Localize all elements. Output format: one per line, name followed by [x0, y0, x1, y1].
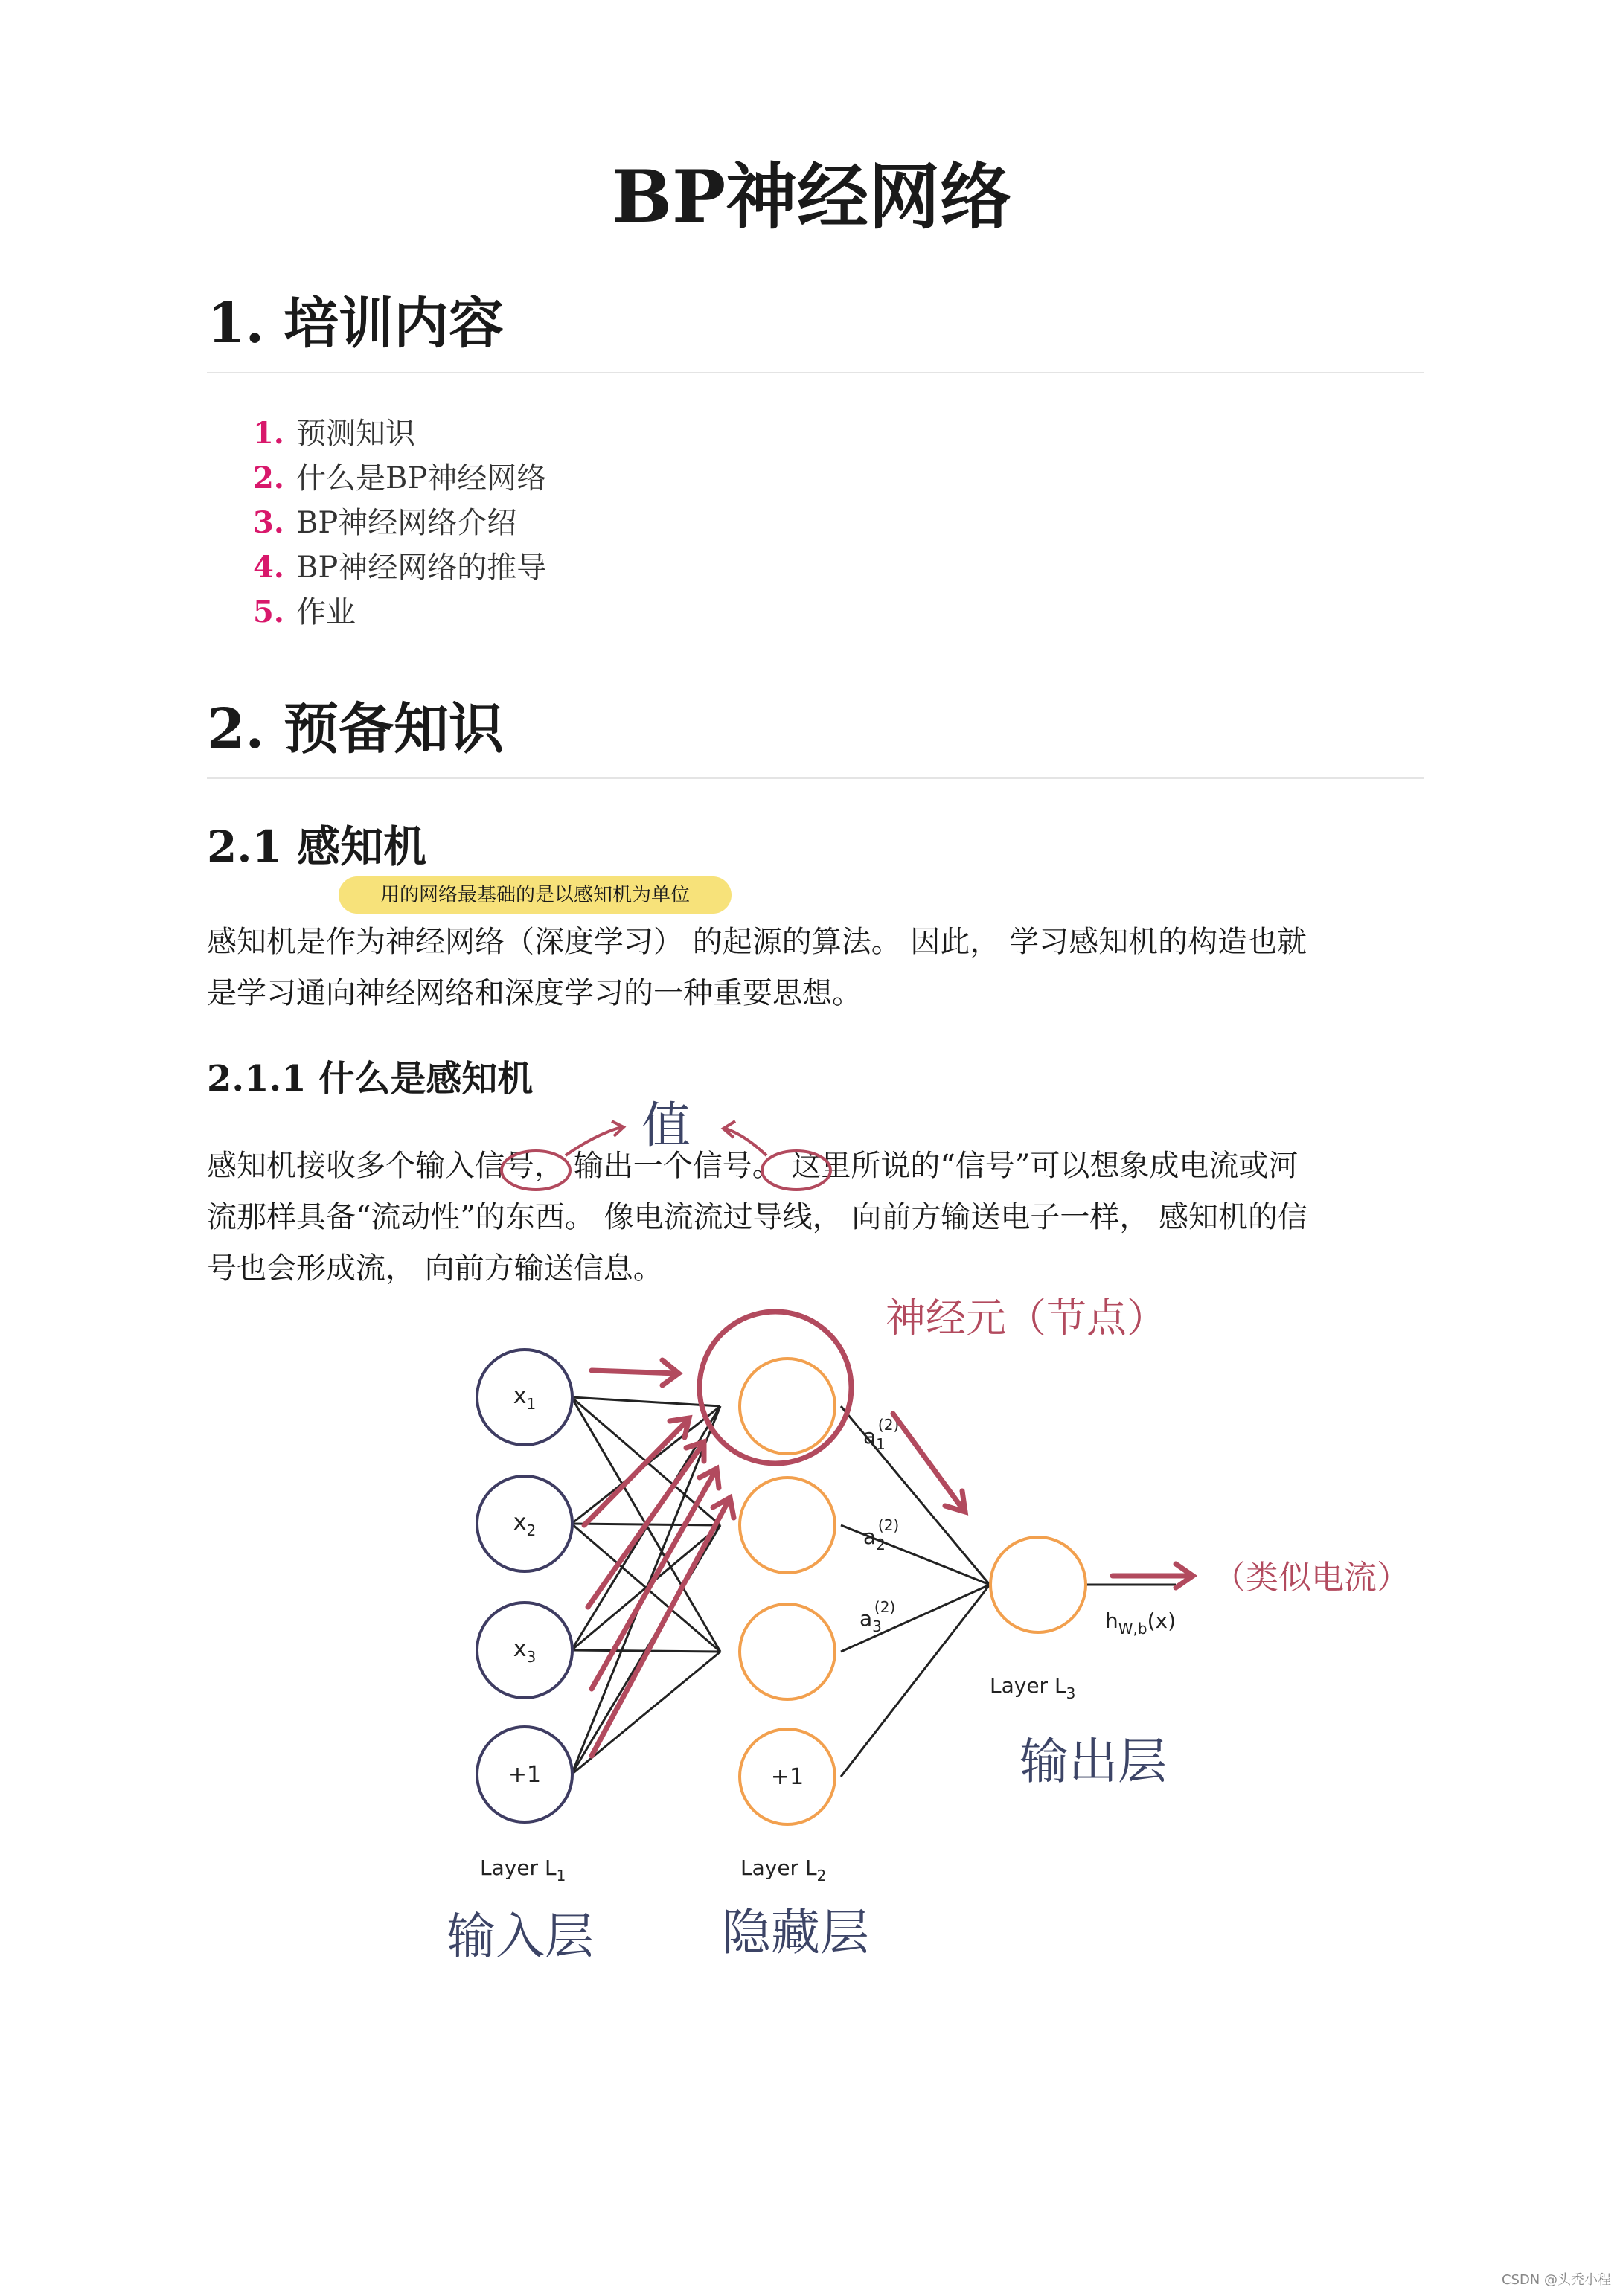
- arrow-from-output: [726, 1129, 766, 1155]
- subsection-2-1-heading: 2.1 感知机: [207, 821, 427, 872]
- toc-list: [253, 411, 546, 635]
- output-function-label: $h_{W,b}(x)$: [1105, 1609, 1176, 1638]
- arrow-to-value: [566, 1127, 621, 1155]
- activation-label-3: $a_3(2)$: [859, 1598, 896, 1635]
- input-signal-circle: [502, 1151, 570, 1190]
- handwritten-output-layer: 输出层: [1019, 1733, 1167, 1790]
- activation-label-1: $a_1(2)$: [863, 1416, 900, 1453]
- output-node: [990, 1537, 1086, 1632]
- handwritten-input-layer: 输入层: [446, 1908, 594, 1965]
- input-layer-nodes: [477, 1350, 572, 1822]
- input-label-bias: +1: [508, 1762, 542, 1788]
- section-1-divider: [207, 372, 1424, 373]
- neural-network-figure: [446, 1295, 1488, 1979]
- toc-item: 4. BP神经网络的推导: [253, 550, 547, 585]
- highlight-note: 用的网络最基础的是以感知机为单位: [339, 876, 732, 914]
- document-title: BP神经网络: [611, 155, 1012, 239]
- toc-item: 2. 什么是BP神经网络: [253, 461, 547, 496]
- hidden-label-bias: +1: [770, 1764, 804, 1790]
- toc-item: 1. 预测知识: [253, 416, 415, 451]
- handwritten-value: 值: [641, 1097, 691, 1154]
- hidden-node-3: [740, 1604, 835, 1699]
- section-2-divider: [207, 777, 1424, 779]
- hidden-node-1: [740, 1359, 835, 1454]
- activation-label-2: $a_2(2)$: [863, 1516, 900, 1553]
- layer-label-3: Layer $L_3$: [990, 1673, 1076, 1702]
- signal-annotation: [446, 1083, 863, 1194]
- toc-item: 5. 作业: [253, 594, 356, 629]
- input-label-3: $x_3$: [513, 1636, 537, 1666]
- handwritten-current-label: （类似电流）: [1213, 1559, 1409, 1597]
- hidden-node-2: [740, 1478, 835, 1573]
- watermark: CSDN @头秃小程: [1501, 2272, 1611, 2288]
- input-label-2: $x_2$: [513, 1510, 537, 1539]
- handwritten-neuron-label: 神经元（节点）: [886, 1295, 1167, 1341]
- section-1-heading: 1. 培训内容: [207, 292, 505, 356]
- handwritten-hidden-layer: 隐藏层: [722, 1904, 869, 1961]
- output-signal-circle: [762, 1151, 830, 1190]
- section-2-heading: 2. 预备知识: [207, 697, 505, 761]
- layer-label-1: Layer $L_1$: [480, 1856, 566, 1885]
- subsection-2-1-1-heading: 2.1.1 什么是感知机: [207, 1058, 534, 1100]
- perceptron-intro-paragraph: 感知机是作为神经网络（深度学习） 的起源的算法。 因此， 学习感知机的构造也就 是学习通向神经网络和深度学习的一种重要思想。: [207, 925, 1307, 1010]
- toc-item: 3. BP神经网络介绍: [253, 505, 517, 540]
- layer-label-2: Layer $L_2$: [740, 1856, 827, 1885]
- perceptron-definition-paragraph: 感知机接收多个输入信号， 输出一个信号。 这里所说的“信号”可以想象成电流或河 流那样具备“流动性”的东西。 像电流流过导线， 向前方输送电子一样， 感知机的信 号也会形成流， 向前方输送信息。: [207, 1149, 1308, 1286]
- input-label-1: $x_1$: [513, 1383, 537, 1413]
